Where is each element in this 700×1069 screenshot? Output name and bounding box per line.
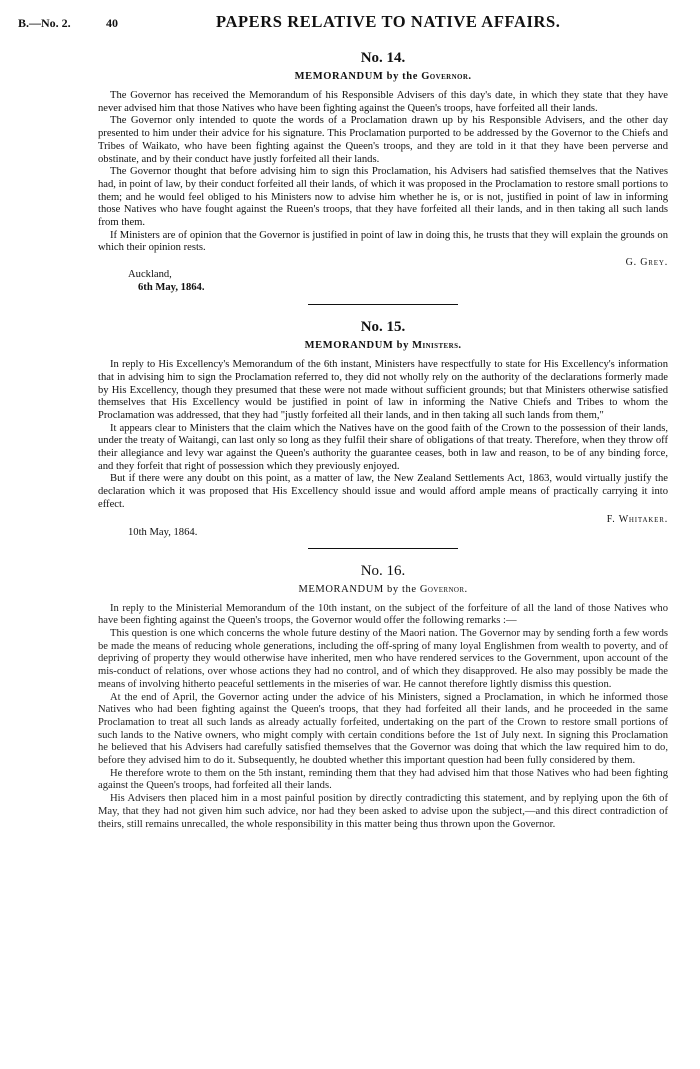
page-header <box>18 10 668 36</box>
memorandum-heading <box>98 584 668 595</box>
series-number: B.—No. 2. <box>18 16 71 30</box>
signature: G. Grey. <box>625 257 668 269</box>
document-number: No. 15. <box>360 319 406 336</box>
document-no-16 <box>98 563 668 832</box>
divider <box>308 548 458 549</box>
page-number: 40 <box>106 16 118 30</box>
divider <box>308 304 458 305</box>
memorandum-label: MEMORANDUM by the <box>298 583 417 595</box>
paragraph: At the end of April, the Governor acting under the advice of his Ministers, signed a Proclamation, in which he informed those Natives who had been fighting against the Queen's troops, that they had forfeited all their lands, and he proceeded in the same Proclamation to treat all such lands as already actually forfeited, undertaking on the part of the Crown to restore small portions of such lands to the Native owners, who might comply with certain conditions before the 1st of July next. In signing this Proclamation he believed that his Advisers had carefully satisfied themselves that the Governor was doing that which the law required him to do, before they advised him to do it. Subsequently, he doubted whether this important question had been fully considered by them. <box>98 691 668 767</box>
memorandum-label: MEMORANDUM by <box>304 340 409 352</box>
memorandum-author: Governor. <box>419 583 468 595</box>
paragraph: The Governor only intended to quote the words of a Proclamation drawn up by his Responsible Advisers, and the other day presented to him under their advice for his signature. This Proclamation purported to be addressed by the Governor to the Chiefs and Tribes of Waikato, who have been fighting against the Queen's troops, and they are told in it that they have been perverse and obstinate, and by their conduct have justly forfeited all their lands. <box>98 115 668 165</box>
place: Auckland, <box>128 269 172 281</box>
page-content <box>98 38 668 831</box>
memorandum-author: Governor. <box>421 71 472 82</box>
memorandum-author: Ministers. <box>412 340 462 352</box>
document-no-14 <box>98 50 668 305</box>
signature: F. Whitaker. <box>606 513 668 525</box>
date: 6th May, 1864. <box>138 282 205 294</box>
dateline <box>128 268 668 294</box>
paragraph: He therefore wrote to them on the 5th instant, reminding them that they had advised him that those Natives who had been fighting against the Queen's troops, had forfeited all their lands. <box>98 767 668 792</box>
document-number: No. 16. <box>360 562 406 579</box>
paragraph: In reply to the Ministerial Memorandum of the 10th instant, on the subject of the forfeiture of all the land of those Natives who have been fighting against the Queen's troops, the Governor would offer the following remarks :— <box>98 602 668 627</box>
paragraph: The Governor has received the Memorandum of his Responsible Advisers of this day's date, in which they state that they have never advised him that those Natives who have been fighting against the Queen's troops, have forfeited all their lands. <box>98 90 668 114</box>
paragraph: If Ministers are of opinion that the Governor is justified in point of law in doing this, he trusts that they will explain the grounds on which their opinion rests. <box>98 229 668 254</box>
paragraph: His Advisers then placed him in a most painful position by directly contradicting this statement, and by replying upon the 6th of May, that they had not given him such advice, nor had they been asked to advise upon the subject,—and this direct contradiction of theirs, still remains unrecalled, the whole responsibility in this matter being thus thrown upon the Governor. <box>98 793 668 830</box>
paragraph: But if there were any doubt on this point, as a matter of law, the New Zealand Settlements Act, 1863, would virtually justify the declaration which it was proposed that His Excellency should issue and would afford ample means of practically carrying it into effect. <box>98 473 668 510</box>
paragraph: The Governor thought that before advising him to sign this Proclamation, his Advisers had satisfied themselves that the Natives had, in point of law, by their conduct forfeited all their lands, of which it was proposed in the Proclamation to restore small portions to them; and he would feel obliged to his Ministers now to advise him whether he is, or is not, justified in point of law in informing those Natives who have fought against the Rueen's troops, that they have forfeited all their lands, and in then taking all such lands from them. <box>98 166 668 229</box>
memorandum-heading <box>98 71 668 82</box>
date: 10th May, 1864. <box>128 526 198 538</box>
memorandum-label: MEMORANDUM by the <box>294 71 418 82</box>
document-number: No. 14. <box>360 50 406 66</box>
paragraph: It appears clear to Ministers that the claim which the Natives have on the good faith of the Crown to the possession of their lands, under the treaty of Waitangi, can last only so long as they fulfil their share of obligations of that treaty. Therefore, when they throw off their allegiance and levy war against the Queen's authority the guarantee ceases, both in law and reason, to be of any binding force, and they forfeit that right of possession which they previously enjoyed. <box>98 422 668 472</box>
running-title: PAPERS RELATIVE TO NATIVE AFFAIRS. <box>216 12 561 31</box>
memorandum-heading <box>98 340 668 351</box>
document-no-15 <box>98 319 668 548</box>
paragraph: In reply to His Excellency's Memorandum of the 6th instant, Ministers have respectfully to state for His Excellency's information that in advising him to sign the Proclamation referred to, they did not wholly rely on the authority of the declarations formerly made by His Excellency, though they presumed that these were not made without sufficient grounds; but that Ministers otherwise satisfied themselves that His Excellency would be justified in point of law in informing the Native Chiefs and Tribes to whom the Proclamation was addressed, that they had "justly forfeited all their lands, and in then taking all such lands from them," <box>98 359 668 421</box>
paragraph: This question is one which concerns the whole future destiny of the Maori nation. The Governor may by sending forth a few words be made the means of reducing whole generations, including the off-spring of many loyal Englishmen from wealth to poverty, and of depriving of property they would otherwise have inherited, men who have rendered services to the Government, upon account of the mis-conduct of relations, over whose actions they had no control, and of which they disapproved. He also may possibly be made the means of involving hitherto peaceful settlements in the miseries of war. He cannot therefore lightly dismiss this question. <box>98 627 668 690</box>
